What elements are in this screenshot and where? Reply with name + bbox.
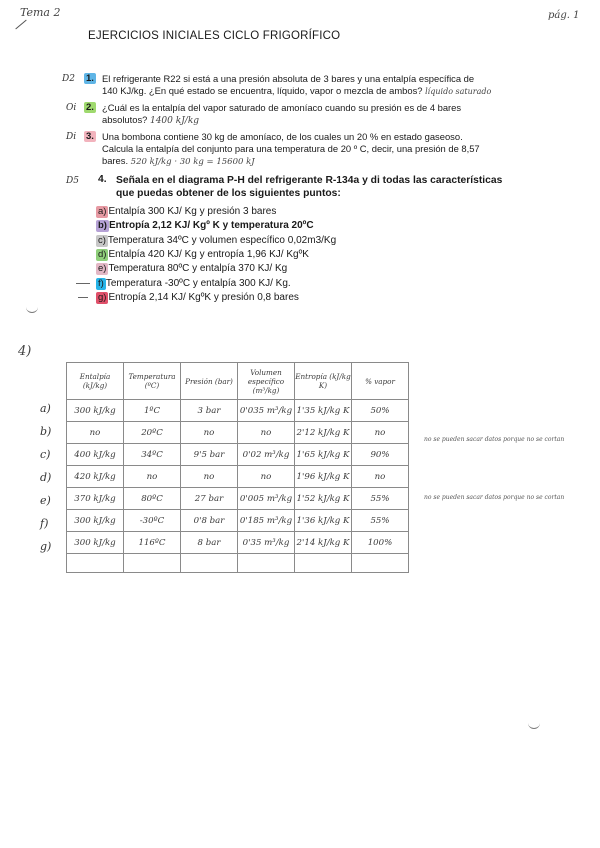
row-label: d) (40, 471, 52, 484)
question-mark: D2 (62, 74, 75, 84)
table-cell: 9'5 bar (181, 444, 238, 466)
question-number: 1. (86, 73, 94, 84)
question-mark: Di (66, 132, 77, 142)
table-cell: 0'185 m³/kg (238, 510, 295, 532)
question-line: Una bombona contiene 30 kg de amoníaco, de los cuales un 20 % en estado gaseoso. (102, 131, 463, 142)
corner-note-left: Tema 2 (20, 6, 61, 19)
table-cell: 1'35 kJ/kg K (295, 400, 352, 422)
table-row (67, 510, 409, 532)
option-item (96, 263, 287, 275)
side-note-d: no se pueden sacar datos porque no se cortan (424, 494, 565, 501)
option-item (96, 235, 336, 247)
option-item (96, 249, 309, 261)
table-cell: 50% (352, 400, 409, 422)
table-row (67, 488, 409, 510)
question-4-text: Señala en el diagrama P-H del refrigerante R-134a y di todas las características que puedas obtener de los siguientes puntos: (116, 175, 503, 199)
question-line: ¿Cuál es la entalpía del vapor saturado de amoníaco cuando su presión es de 4 bares (102, 102, 462, 113)
table-cell: 116ºC (124, 532, 181, 554)
table-cell: 0'005 m³/kg (238, 488, 295, 510)
table-cell: 1'65 kJ/kg K (295, 444, 352, 466)
option-item (96, 292, 299, 304)
header-cell: % vapor (352, 363, 409, 400)
table-cell: 0'35 m³/kg (238, 532, 295, 554)
option-letter: c) (98, 234, 106, 246)
table-row (67, 532, 409, 554)
header-cell: Volumen específico (m³/kg) (238, 363, 295, 400)
margin-curve (528, 722, 540, 729)
table-cell: no (352, 466, 409, 488)
question-line: El refrigerante R22 si está a una presión absoluta de 3 bares y una entalpía específica de (102, 73, 475, 84)
row-label: g) (40, 540, 52, 553)
table-cell: 2'12 kJ/kg K (295, 422, 352, 444)
question-text (102, 102, 461, 127)
document-title: EJERCICIOS INICIALES CICLO FRIGORÍFICO (88, 30, 341, 42)
option-text: Entropía 2,14 KJ/ KgºK y presión 0,8 bares (108, 291, 299, 303)
table-cell: 370 kJ/kg (67, 488, 124, 510)
table-cell: 0'02 m³/kg (238, 444, 295, 466)
table-cell: 0'8 bar (181, 510, 238, 532)
table-cell: no (67, 422, 124, 444)
table-cell (238, 554, 295, 573)
table-cell: 3 bar (181, 400, 238, 422)
corner-slash (15, 20, 26, 30)
option-letter: d) (98, 248, 107, 260)
table-cell: no (181, 422, 238, 444)
table-row-empty (67, 554, 409, 573)
option-item (96, 220, 314, 232)
margin-curve (26, 306, 38, 313)
option-letter: a) (98, 206, 107, 217)
results-table (66, 362, 409, 573)
question-mark: D5 (66, 176, 79, 186)
table-cell: 1'36 kJ/kg K (295, 510, 352, 532)
option-letter: b) (98, 220, 107, 232)
table-cell: 27 bar (181, 488, 238, 510)
table-cell: no (181, 466, 238, 488)
option-letter: e) (98, 263, 107, 275)
option-item (96, 278, 291, 290)
table-row (67, 466, 409, 488)
table-cell: 2'14 kJ/kg K (295, 532, 352, 554)
question-number: 4. (98, 174, 107, 185)
question-line: 140 KJ/kg. ¿En qué estado se encuentra, líquido, vapor o mezcla de ambos? líquido saturado (102, 85, 492, 96)
question-number: 3. (86, 131, 94, 142)
question-text (102, 73, 491, 98)
page-number: pág. 1 (548, 10, 580, 21)
table-cell: 90% (352, 444, 409, 466)
handwritten-answer: 1400 kJ/kg (149, 116, 200, 126)
question-mark: Oi (66, 103, 77, 113)
table-cell: 20ºC (124, 422, 181, 444)
option-text: Entalpía 420 KJ/ Kg y entropía 1,96 KJ/ KgºK (108, 248, 309, 260)
table-cell: 300 kJ/kg (67, 400, 124, 422)
table-cell (67, 554, 124, 573)
side-dash (78, 297, 88, 298)
row-label: b) (40, 425, 52, 438)
table-cell: -30ºC (124, 510, 181, 532)
header-cell: Presión (bar) (181, 363, 238, 400)
table-row (67, 444, 409, 466)
option-text: Temperatura 80ºC y entalpía 370 KJ/ Kg (108, 263, 288, 275)
header-cell: Entalpía (kJ/kg) (67, 363, 124, 400)
table-cell: no (124, 466, 181, 488)
row-label: e) (40, 494, 51, 507)
table-cell: 300 kJ/kg (67, 532, 124, 554)
side-note-b: no se pueden sacar datos porque no se cortan (424, 436, 565, 443)
option-letter: g) (98, 291, 107, 303)
option-text: Temperatura 34ºC y volumen específico 0,02m3/Kg (107, 234, 337, 246)
table-row (67, 422, 409, 444)
question-text (102, 131, 480, 168)
table-cell: 0'035 m³/kg (238, 400, 295, 422)
table-cell: 1'52 kJ/kg K (295, 488, 352, 510)
question-line: absolutos? 1400 kJ/kg (102, 114, 200, 126)
question-number: 2. (86, 102, 94, 113)
table-cell (295, 554, 352, 573)
question-line: bares. 520 kJ/kg · 30 kg = 15600 kJ (102, 155, 255, 167)
table-cell: 1'96 kJ/kg K (295, 466, 352, 488)
header-cell: Temperatura (ºC) (124, 363, 181, 400)
handwritten-answer: 520 kJ/kg · 30 kg = 15600 kJ (130, 157, 255, 167)
table-cell: 100% (352, 532, 409, 554)
table-cell (352, 554, 409, 573)
table-body (67, 400, 409, 573)
option-letter: f) (98, 277, 104, 289)
table-cell: 34ºC (124, 444, 181, 466)
answer-label: 4) (18, 344, 32, 359)
table-cell: 55% (352, 510, 409, 532)
table-cell: 55% (352, 488, 409, 510)
table-header-row (67, 363, 409, 400)
table-cell: no (352, 422, 409, 444)
table-cell: 300 kJ/kg (67, 510, 124, 532)
option-text: Entropía 2,12 KJ/ Kgº K y temperatura 20ºC (108, 220, 314, 232)
table-cell (124, 554, 181, 573)
option-text: Entalpía 300 KJ/ Kg y presión 3 bares (108, 206, 277, 217)
row-label: c) (40, 448, 51, 461)
table-cell: 80ºC (124, 488, 181, 510)
header-cell: Entropía (kJ/kg K) (295, 363, 352, 400)
option-item (96, 206, 276, 218)
row-label: a) (40, 402, 51, 415)
handwritten-answer: líquido saturado (425, 87, 492, 96)
table-cell: 1ºC (124, 400, 181, 422)
table-cell: no (238, 422, 295, 444)
question-line: Calcula la entalpía del conjunto para una temperatura de 20 º C, decir, una presión de 8,57 (102, 143, 480, 154)
row-label: f) (40, 517, 49, 530)
table-cell: 400 kJ/kg (67, 444, 124, 466)
option-text: Temperatura -30ºC y entalpía 300 KJ/ Kg. (105, 277, 291, 289)
table-row (67, 400, 409, 422)
side-arrow (76, 283, 90, 284)
table-cell (181, 554, 238, 573)
table-cell: 8 bar (181, 532, 238, 554)
table-cell: 420 kJ/kg (67, 466, 124, 488)
table-cell: no (238, 466, 295, 488)
